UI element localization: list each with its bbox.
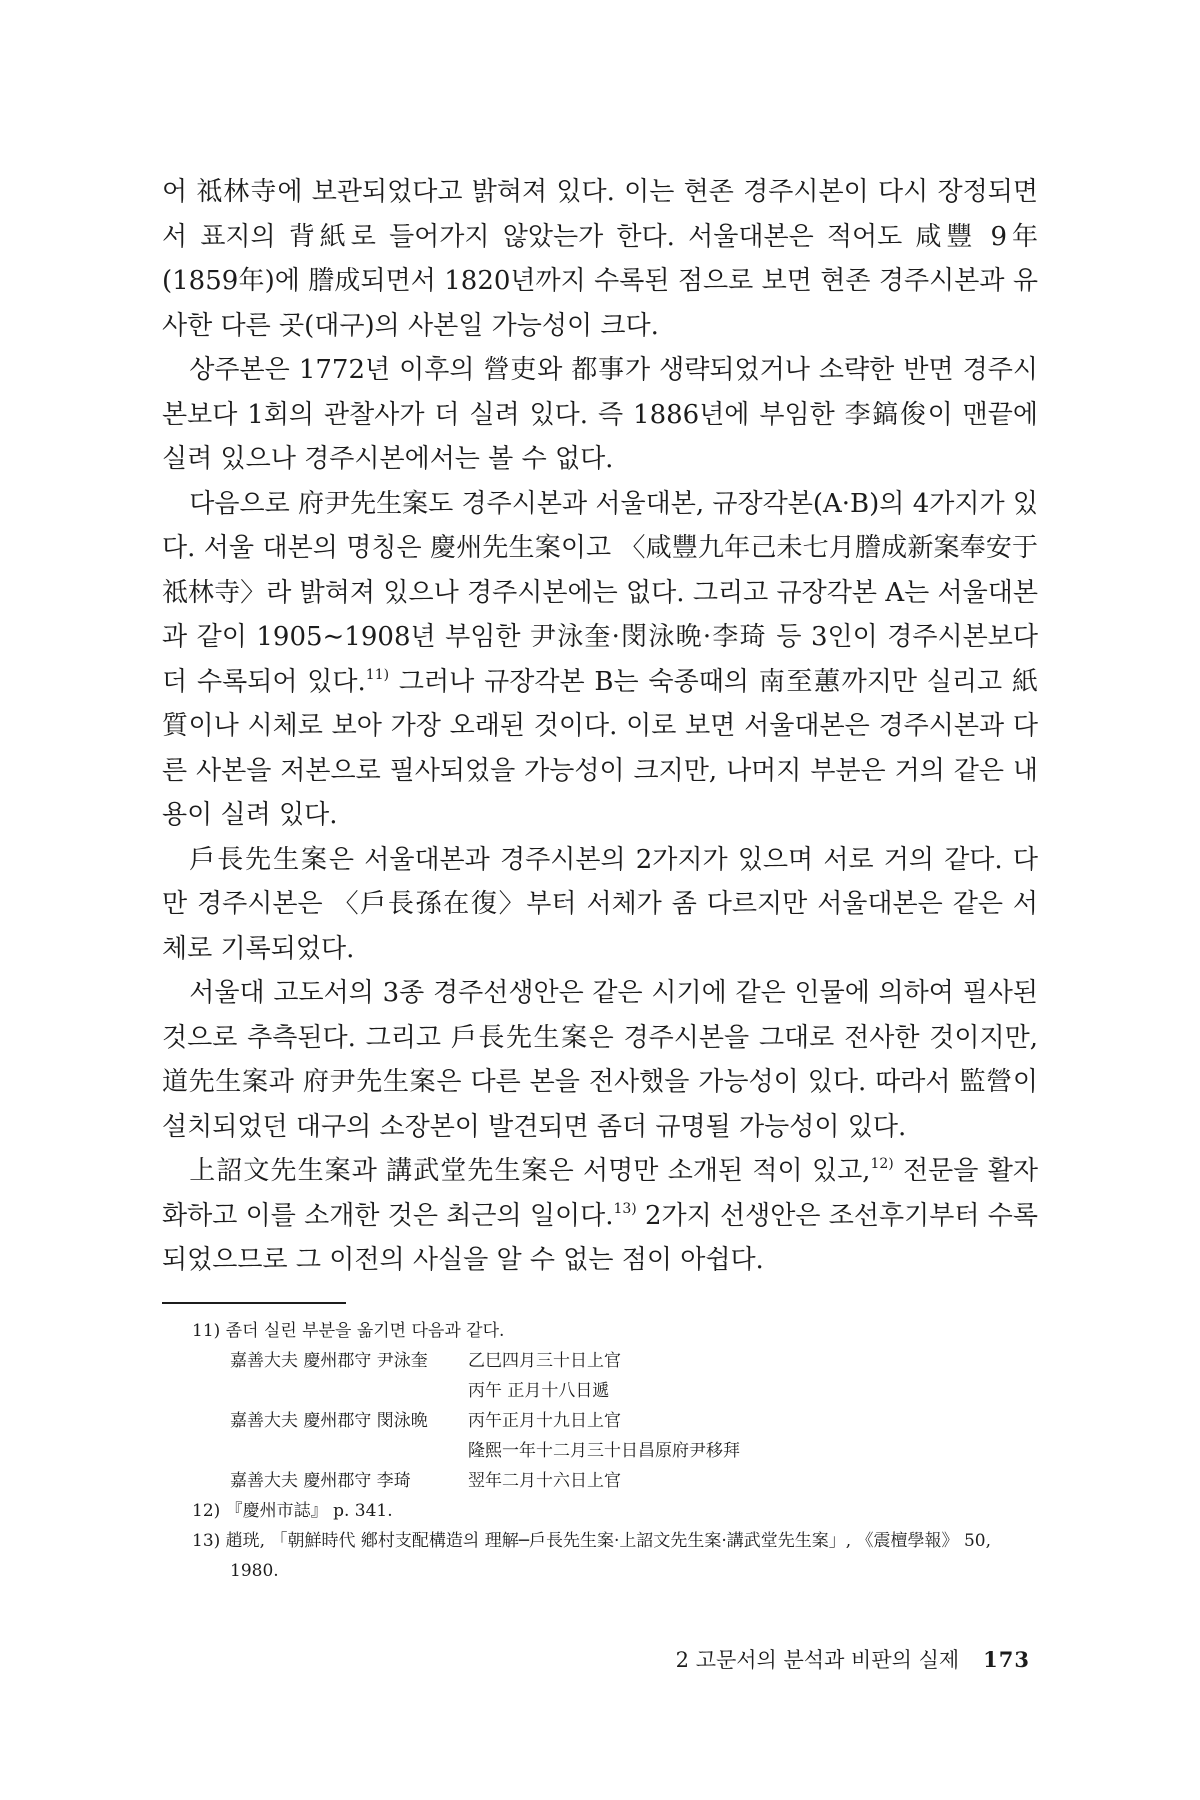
running-title: 2 고문서의 분석과 비판의 실제	[675, 1648, 960, 1672]
footnote-11: 11) 좀더 실린 부분을 옮기면 다음과 같다.	[192, 1321, 505, 1341]
official-title	[230, 1376, 454, 1406]
paragraph-text: 상주본은 1772년 이후의 營吏와 都事가 생략되었거나 소략한 반면 경주시본보다 1회의 관찰사가 더 실려 있다. 즉 1886년에 부임한 李鎬俊이 맨끝에 실려 있으나 경주시본에서는 볼 수 없다.	[162, 355, 1038, 474]
paragraph-text: 上詔文先生案과 講武堂先生案은 서명만 소개된 적이 있고,	[189, 1156, 871, 1186]
paragraph-text: 어 祗林寺에 보관되었다고 밝혀져 있다. 이는 현존 경주시본이 다시 장정되면서 표지의 背紙로 들어가지 않았는가 한다. 서울대본은 적어도 咸豐 9年(1859年)에 謄成되면서 1820년까지 수록된 점으로 보면 현존 경주시본과 유사한 다른 곳(대구)의 사본일 가능성이 크다.	[162, 177, 1038, 341]
running-footer	[0, 1645, 1030, 1675]
official-date: 翌年二月十六日上官	[468, 1471, 621, 1491]
official-title: 嘉善大夫 慶州郡守 尹泳奎	[230, 1351, 428, 1371]
body-text	[162, 170, 1038, 1283]
paragraph-text: 그러나 규장각본 B는 숙종때의 南至蕙까지만 실리고 紙質이나 시체로 보아 가장 오래된 것이다. 이로 보면 서울대본은 경주시본과 다른 사본을 저본으로 필사되었을 가능성이 크지만, 나머지 부분은 거의 같은 내용이 실려 있다.	[162, 666, 1038, 830]
footnote-11-list	[192, 1346, 1032, 1496]
official-date: 丙午正月十九日上官	[468, 1411, 621, 1431]
footnote-11-row	[230, 1466, 1032, 1496]
paragraph-seoul-copies	[162, 971, 1038, 1149]
footnote-12: 12) 『慶州市誌』 p. 341.	[192, 1501, 393, 1521]
paragraph-text: 다음으로 府尹先生案도 경주시본과 서울대본, 규장각본(A·B)의 4가지가 있다. 서울 대본의 명칭은 慶州先生案이고 〈咸豐九年己未七月謄成新案奉安于祗林寺〉라 밝혀져 있으나 경주시본에는 없다. 그리고 규장각본 A는 서울대본과 같이 1905∼1908년 부임한 尹泳奎·閔泳晩·李琦 등 3인이 경주시본보다 더 수록되어 있다.	[162, 488, 1038, 697]
footnote-ref-12: 12)	[870, 1156, 894, 1172]
paragraph-continued	[162, 170, 1038, 348]
footnote-11-row	[230, 1346, 1032, 1376]
footnote-ref-11: 11)	[365, 666, 390, 683]
footnote-11-row	[230, 1376, 1032, 1406]
paragraph-text: 서울대 고도서의 3종 경주선생안은 같은 시기에 같은 인물에 의하여 필사된 것으로 추측된다. 그리고 戶長先生案은 경주시본을 그대로 전사한 것이지만, 道先生案과 府尹先生案은 다른 본을 전사했을 가능성이 있다. 따라서 監營이 설치되었던 대구의 소장본이 발견되면 좀더 규명될 가능성이 있다.	[162, 978, 1038, 1142]
paragraph-sangjomun-gangmudang	[162, 1149, 1038, 1283]
official-title: 嘉善大夫 慶州郡守 閔泳晩	[230, 1411, 428, 1431]
paragraph-text: 2가지 선생안은 조선후기부터 수록되었으므로 그 이전의 사실을 알 수 없는 점이 아쉽다.	[162, 1200, 1038, 1275]
official-date: 丙午 正月十八日遞	[468, 1381, 610, 1401]
footnotes	[192, 1316, 1032, 1586]
page-number: 173	[983, 1647, 1030, 1672]
footnote-ref-13: 13)	[613, 1200, 637, 1217]
official-date: 乙巳四月三十日上官	[468, 1351, 621, 1371]
official-date: 隆熙一年十二月三十日昌原府尹移拜	[468, 1441, 740, 1461]
footnote-11-row	[230, 1436, 1032, 1466]
footnote-13: 13) 趙珖, 「朝鮮時代 鄕村支配構造의 理解─戶長先生案·上詔文先生案·講武堂先生案」, 《震檀學報》 50, 1980.	[192, 1531, 991, 1581]
official-title	[230, 1436, 454, 1466]
footnote-11-row	[230, 1406, 1032, 1436]
footnote-divider	[162, 1302, 346, 1304]
paragraph-text: 전문을 활자화하고 이를 소개한 것은 최근의 일이다.	[162, 1156, 1038, 1231]
official-title: 嘉善大夫 慶州郡守 李琦	[230, 1471, 411, 1491]
paragraph-text: 戶長先生案은 서울대본과 경주시본의 2가지가 있으며 서로 거의 같다. 다만 경주시본은 〈戶長孫在復〉부터 서체가 좀 다르지만 서울대본은 같은 서체로 기록되었다.	[162, 844, 1038, 964]
paragraph-hojang-seonsaengan	[162, 838, 1038, 972]
paragraph-buyun-seonsaengan	[162, 482, 1038, 838]
paragraph-sangju-copy	[162, 348, 1038, 482]
